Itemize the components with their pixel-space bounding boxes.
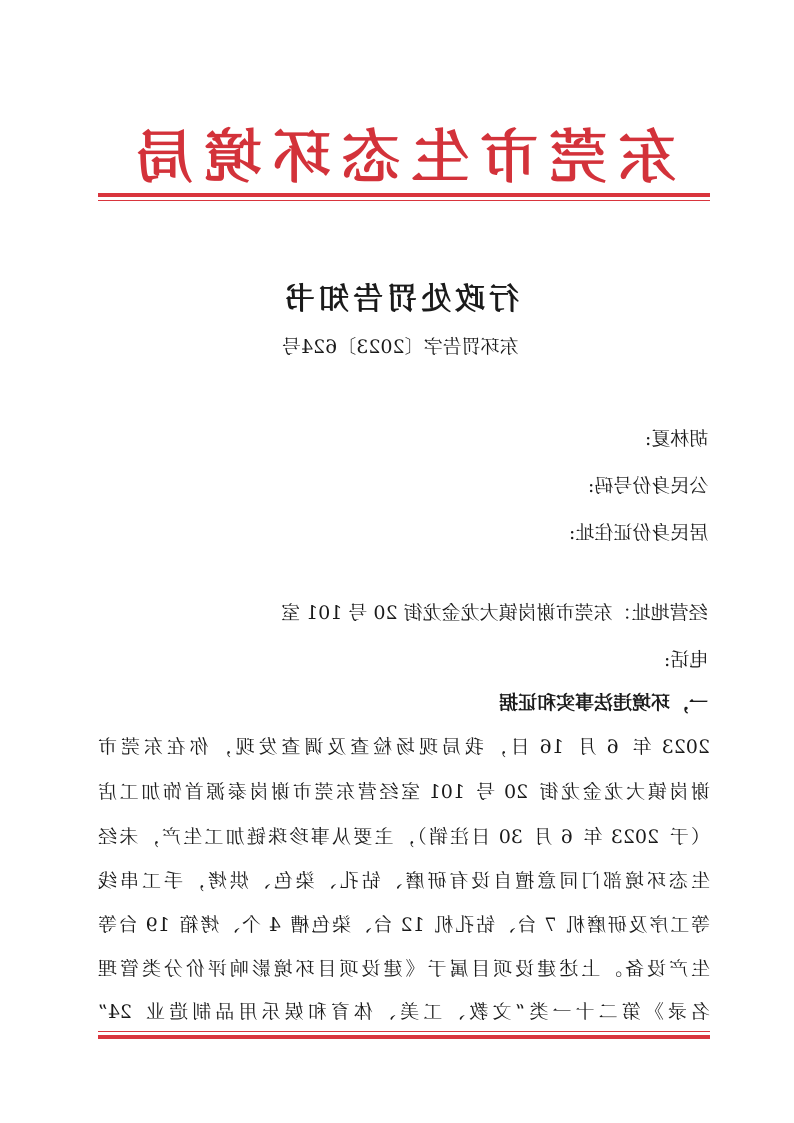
body-text-line: 谢岗镇大龙金龙街 20 号 101 室经营东莞市谢岗泰源首饰加工店 xyxy=(98,781,710,803)
document-title: 行政处罚告知书 xyxy=(281,282,519,317)
body-text-line: 等工序及研磨机 7 台、钻孔机 12 台、染色槽 4 个、烤箱 19 台等 xyxy=(98,914,710,936)
body-text-line: 2023 年 6 月 16 日，我局现场检查及调查发现，你在东莞市 xyxy=(98,736,710,758)
document-number: 东环罚告字〔2023〕624号 xyxy=(281,336,519,358)
phone-label: 电话: xyxy=(663,649,708,671)
section-heading: 一，环境违法事实和证据 xyxy=(498,692,708,714)
body-text-line: （于 2023 年 6 月 30 日注销），主要从事珍珠链加工生产，未经 xyxy=(98,826,710,848)
body-text-line: 生态环境部门同意擅自设有研磨、钻孔、染色、烘烤，手工串线 xyxy=(98,870,710,892)
issuing-organization: 东莞市生态环境局 xyxy=(123,123,676,191)
recipient-address-label: 居民身份证住址: xyxy=(568,522,708,544)
red-header-rule xyxy=(98,193,710,197)
red-header-rule-thin xyxy=(98,200,710,201)
recipient-id-label: 公民身份号码: xyxy=(587,475,708,497)
red-footer-rule-thin xyxy=(98,1031,710,1032)
recipient-name: 胡林夏: xyxy=(644,428,708,450)
body-text-line: 生产设备。上述建设项目属于《建设项目环境影响评价分类管理 xyxy=(98,958,710,980)
red-footer-rule xyxy=(98,1035,710,1039)
body-text-line: 名录》第二十一类“文教、工美、体育和娱乐用品制造业 24” xyxy=(98,1001,710,1023)
business-address: 经营地址：东莞市谢岗镇大龙金龙街 20 号 101 室 xyxy=(281,602,708,624)
